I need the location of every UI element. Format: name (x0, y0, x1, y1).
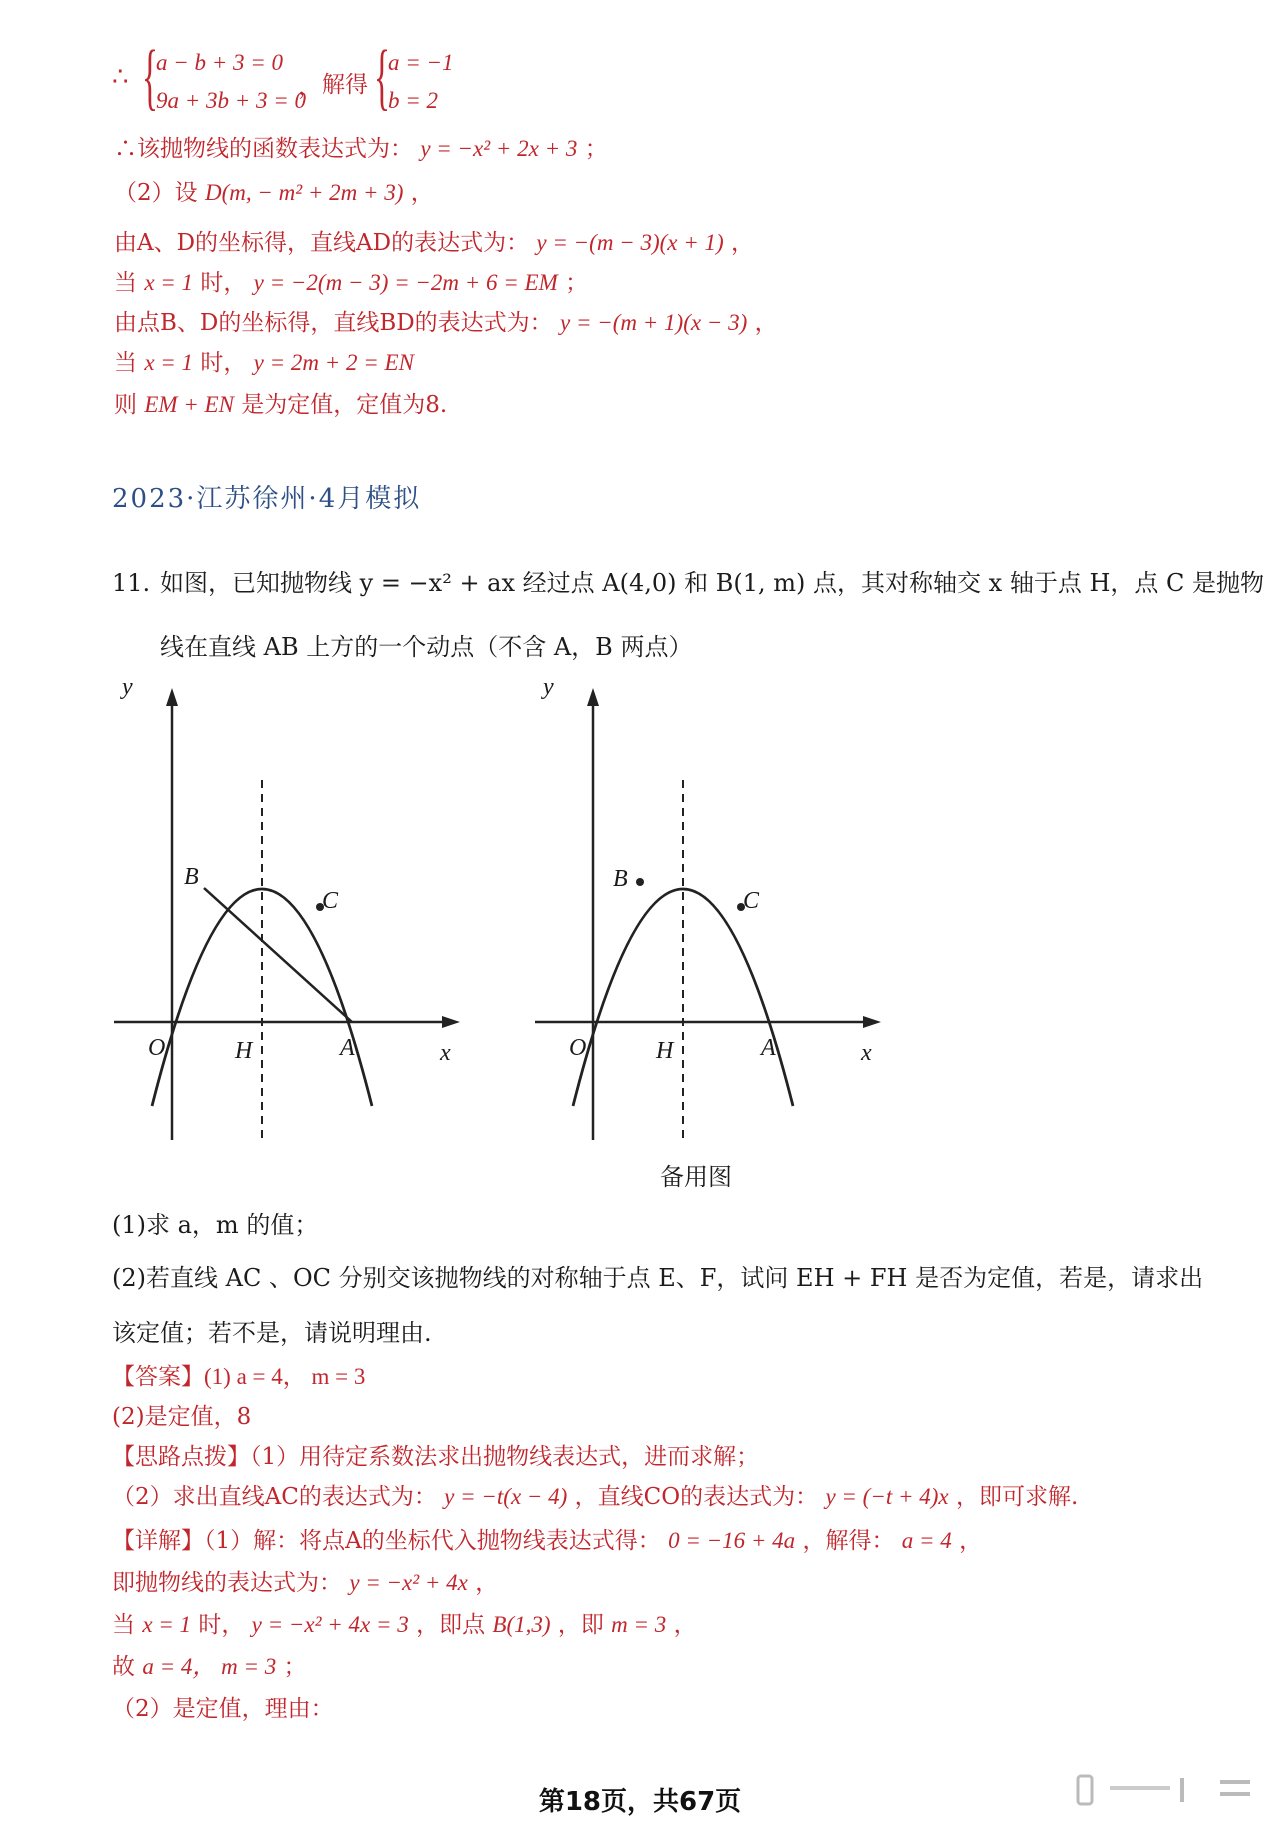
label-x: x (861, 1040, 872, 1066)
detail-line-5: （2）是定值，理由： (112, 1696, 334, 1722)
y-axis-arrow (587, 688, 599, 706)
detail4-b: ； (283, 1654, 307, 1680)
system-brace-2: { (374, 36, 390, 118)
question-2-line2: 该定值；若不是，请说明理由. (112, 1319, 432, 1347)
answer-part2: (2)是定值，8 (112, 1404, 252, 1430)
conclusion-pre: 则 (114, 392, 137, 418)
line-em-when: 当 (114, 270, 137, 296)
hint-line-1 (112, 1442, 759, 1472)
detail3-e: ， (673, 1612, 697, 1638)
label-c: C (743, 888, 760, 914)
x-axis-arrow (442, 1016, 460, 1028)
hint2-c: ，即可求解. (955, 1484, 1079, 1510)
problem-line2: 线在直线 AB 上方的一个动点（不含 A，B 两点） (160, 633, 693, 661)
line-bd-end: ， (754, 310, 778, 336)
line-en-x: x = 1 (144, 350, 194, 375)
detail3-eval: y = −x² + 4x = 3 (251, 1612, 409, 1637)
detail1-b: ，解得： (802, 1528, 895, 1554)
detail-line-3 (112, 1610, 697, 1640)
problem-number: 11. (112, 569, 151, 597)
system1-row1: a − b + 3 = 0 (156, 50, 284, 75)
label-x: x (440, 1040, 451, 1066)
question-2-line1: (2)若直线 AC 、OC 分别交该抛物线的对称轴于点 E、F，试问 EH + FH 是否为定值，若是，请求出 (112, 1264, 1204, 1292)
detail4-values: a = 4， m = 3 (142, 1654, 277, 1679)
hint2-a: （2）求出直线AC的表达式为： (112, 1484, 437, 1510)
detail2-b: ， (475, 1570, 499, 1596)
line-ad-text: 由A、D的坐标得，直线AD的表达式为： (114, 230, 530, 256)
line-en-math: y = 2m + 2 = EN (253, 350, 414, 375)
section-title: 2023·江苏徐州·4月模拟 (112, 484, 422, 514)
detail3-m-value: m = 3 (611, 1612, 667, 1637)
figure-main (100, 680, 500, 1150)
part2-end: ， (410, 180, 434, 206)
label-b: B (184, 864, 199, 890)
label-c: C (322, 888, 339, 914)
hint-part1: （1）用待定系数法求出抛物线表达式，进而求解； (250, 1444, 760, 1470)
problem-line1: 如图，已知抛物线 y = −x² + ax 经过点 A(4,0) 和 B(1, m) 点，其对称轴交 x 轴于点 H，点 C 是抛物 (160, 569, 1265, 597)
figure-spare (521, 680, 921, 1150)
corner-decoration-icon (1070, 1772, 1260, 1808)
part2-point-d: D(m, − m² + 2m + 3) (204, 180, 404, 205)
expr-math: y = −x² + 2x + 3 (420, 136, 578, 161)
point-b-dot (636, 878, 644, 886)
label-b: B (613, 866, 628, 892)
hint2-line-ac: y = −t(x − 4) (444, 1484, 568, 1509)
line-ad (114, 228, 754, 258)
detail-line-1 (112, 1526, 982, 1556)
hint-tag: 【思路点拨】 (112, 1444, 250, 1470)
answer-part1: (1) a = 4， m = 3 (204, 1364, 366, 1389)
line-en-time: 时， (200, 350, 247, 376)
line-em (114, 268, 588, 298)
therefore-symbol: ∴ (112, 62, 129, 92)
line-en-when: 当 (114, 350, 137, 376)
hint2-line-co: y = (−t + 4)x (825, 1484, 949, 1509)
detail-line-2 (112, 1568, 498, 1598)
detail1-a: （1）解：将点A的坐标代入抛物线表达式得： (204, 1528, 661, 1554)
expr-text: ∴该抛物线的函数表达式为： (114, 136, 413, 162)
label-o: O (569, 1035, 587, 1061)
line-em-math: y = −2(m − 3) = −2m + 6 = EM (253, 270, 558, 295)
answer-tag: 【答案】 (112, 1364, 204, 1390)
label-a: A (761, 1035, 776, 1061)
detail1-result: a = 4 (901, 1528, 952, 1553)
line-ad-math: y = −(m − 3)(x + 1) (536, 230, 724, 255)
label-h: H (235, 1038, 253, 1064)
detail3-x: x = 1 (142, 1612, 192, 1637)
expr-line (114, 134, 608, 164)
conclusion-text: 是为定值，定值为8. (241, 392, 448, 418)
solve-word: 解得 (322, 72, 368, 98)
system2-row1: a = −1 (388, 50, 454, 75)
hint-line-2 (112, 1482, 1078, 1512)
detail2-expression: y = −x² + 4x (349, 1570, 468, 1595)
hint2-b: ，直线CO的表达式为： (574, 1484, 819, 1510)
y-axis-arrow (166, 688, 178, 706)
label-y: y (122, 680, 133, 700)
detail3-b: 时， (198, 1612, 245, 1638)
conclusion-math: EM + EN (144, 392, 234, 417)
line-em-end: ； (565, 270, 589, 296)
line-ad-end: ， (730, 230, 754, 256)
expr-end: ； (584, 136, 608, 162)
label-y: y (543, 680, 554, 700)
part2-intro-line (114, 178, 434, 208)
question-1: (1)求 a，m 的值； (112, 1211, 319, 1239)
detail3-point-b: B(1,3) (492, 1612, 551, 1637)
line-bd (114, 308, 778, 338)
system2-row2: b = 2 (388, 88, 439, 113)
line-bd-text: 由点B、D的坐标得，直线BD的表达式为： (114, 310, 553, 336)
system-separator: ， (298, 74, 321, 100)
line-em-time: 时， (200, 270, 247, 296)
detail1-equation: 0 = −16 + 4a (668, 1528, 796, 1553)
answer-line-1 (112, 1362, 365, 1392)
label-o: O (148, 1035, 166, 1061)
detail3-d: ，即 (557, 1612, 604, 1638)
system-brace-1: { (142, 36, 158, 118)
detail2-a: 即抛物线的表达式为： (112, 1570, 342, 1596)
label-a: A (340, 1035, 355, 1061)
figure-caption: 备用图 (660, 1163, 732, 1191)
detail3-a: 当 (112, 1612, 135, 1638)
detail1-c: ， (959, 1528, 983, 1554)
detail-line-4 (112, 1652, 307, 1682)
label-h: H (656, 1038, 674, 1064)
system1-row2: 9a + 3b + 3 = 0 (156, 88, 307, 113)
detail4-a: 故 (112, 1654, 135, 1680)
detail3-c: ，即点 (416, 1612, 486, 1638)
conclusion-line (114, 390, 447, 420)
line-en (114, 348, 414, 378)
page-footer: 第18页，共67页 (538, 1787, 742, 1817)
detail-tag: 【详解】 (112, 1528, 204, 1554)
part2-intro: （2）设 (114, 180, 198, 206)
x-axis-arrow (863, 1016, 881, 1028)
line-bd-math: y = −(m + 1)(x − 3) (560, 310, 748, 335)
line-em-x: x = 1 (144, 270, 194, 295)
